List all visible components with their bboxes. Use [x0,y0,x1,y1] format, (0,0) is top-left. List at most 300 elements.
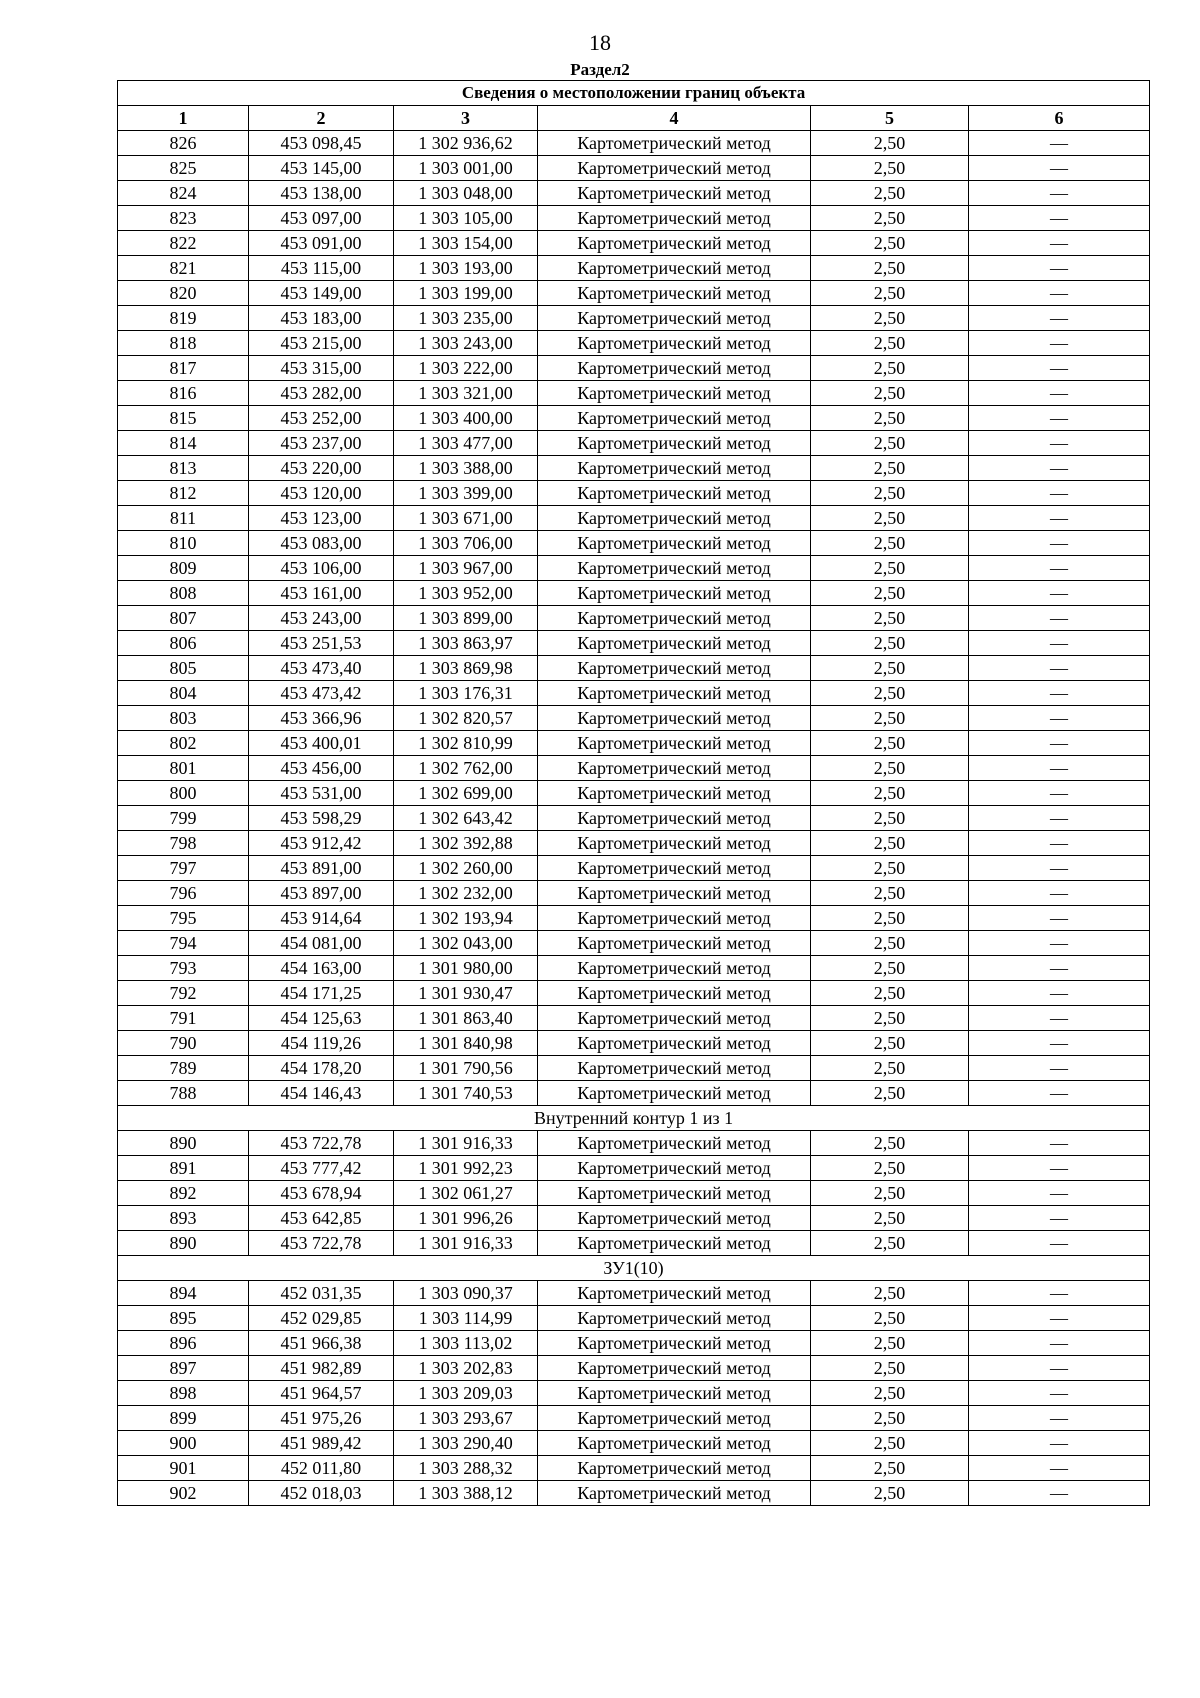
section-title: Раздел2 [570,60,630,79]
table-cell: — [969,406,1150,431]
table-cell: 453 161,00 [249,581,394,606]
table-cell: 451 966,38 [249,1331,394,1356]
table-row [118,1456,1150,1481]
table-row [118,456,1150,481]
table-cell: 820 [118,281,249,306]
table-cell: — [969,1356,1150,1381]
table-cell: 453 315,00 [249,356,394,381]
table-row [118,856,1150,881]
table-cell: Картометрический метод [538,831,811,856]
caption-row [118,81,1150,106]
table-cell: 453 138,00 [249,181,394,206]
table-cell: Картометрический метод [538,406,811,431]
table-cell: Картометрический метод [538,656,811,681]
table-cell: 1 303 176,31 [394,681,538,706]
table-cell: 1 301 740,53 [394,1081,538,1106]
table-cell: 453 531,00 [249,781,394,806]
table-cell: 1 301 840,98 [394,1031,538,1056]
table-cell: Картометрический метод [538,331,811,356]
table-cell: 1 303 706,00 [394,531,538,556]
table-cell: 808 [118,581,249,606]
table-cell: 1 302 699,00 [394,781,538,806]
table-cell: 453 473,40 [249,656,394,681]
table-cell: — [969,831,1150,856]
table-cell: 453 897,00 [249,881,394,906]
table-row [118,181,1150,206]
section-label-row [118,1256,1150,1281]
table-cell: 453 215,00 [249,331,394,356]
table-cell: 453 598,29 [249,806,394,831]
table-cell: — [969,1381,1150,1406]
table-cell: 1 301 980,00 [394,956,538,981]
table-cell: — [969,781,1150,806]
table-cell: 790 [118,1031,249,1056]
table-row [118,1481,1150,1506]
table-cell: — [969,581,1150,606]
table-cell: 2,50 [811,681,969,706]
table-cell: 1 303 863,97 [394,631,538,656]
table-cell: 2,50 [811,156,969,181]
table-cell: 2,50 [811,1356,969,1381]
table-cell: 453 091,00 [249,231,394,256]
table-cell: 815 [118,406,249,431]
table-cell: 453 120,00 [249,481,394,506]
table-cell: Картометрический метод [538,1456,811,1481]
table-cell: 451 975,26 [249,1406,394,1431]
table-cell: 1 303 235,00 [394,306,538,331]
table-row [118,706,1150,731]
table-cell: 2,50 [811,906,969,931]
table-cell: 452 011,80 [249,1456,394,1481]
table-cell: Картометрический метод [538,581,811,606]
table-row [118,806,1150,831]
table-cell: Картометрический метод [538,881,811,906]
table-cell: 453 083,00 [249,531,394,556]
table-cell: 789 [118,1056,249,1081]
table-cell: 2,50 [811,356,969,381]
table-cell: 2,50 [811,981,969,1006]
table-cell: 814 [118,431,249,456]
table-cell: — [969,756,1150,781]
table-row [118,1431,1150,1456]
table-cell: 2,50 [811,381,969,406]
table-cell: Картометрический метод [538,1181,811,1206]
table-cell: 807 [118,606,249,631]
section-label: ЗУ1(10) [118,1256,1150,1281]
table-cell: Картометрический метод [538,431,811,456]
table-cell: 795 [118,906,249,931]
table-cell: — [969,356,1150,381]
table-cell: 2,50 [811,856,969,881]
table-row [118,1381,1150,1406]
table-cell: 454 171,25 [249,981,394,1006]
table-cell: Картометрический метод [538,806,811,831]
table-cell: — [969,331,1150,356]
table-cell: 453 097,00 [249,206,394,231]
table-cell: 1 303 290,40 [394,1431,538,1456]
table-cell: Картометрический метод [538,606,811,631]
table-cell: — [969,981,1150,1006]
table-cell: — [969,856,1150,881]
table-cell: 1 303 222,00 [394,356,538,381]
table-cell: 2,50 [811,1131,969,1156]
table-cell: 1 302 061,27 [394,1181,538,1206]
table-cell: Картометрический метод [538,181,811,206]
page-number: 18 [589,30,611,55]
table-cell: 2,50 [811,256,969,281]
table-cell: 788 [118,1081,249,1106]
table-cell: 804 [118,681,249,706]
table-cell: 1 302 260,00 [394,856,538,881]
column-header: 2 [249,106,394,131]
table-cell: Картометрический метод [538,1056,811,1081]
table-cell: 453 183,00 [249,306,394,331]
table-cell: 2,50 [811,456,969,481]
table-cell: 1 303 090,37 [394,1281,538,1306]
table-cell: 1 302 936,62 [394,131,538,156]
table-cell: 2,50 [811,631,969,656]
table-cell: Картометрический метод [538,931,811,956]
table-row [118,156,1150,181]
table-cell: 821 [118,256,249,281]
table-cell: 817 [118,356,249,381]
section-label-row [118,1106,1150,1131]
table-cell: 813 [118,456,249,481]
table-row [118,681,1150,706]
table-row [118,1206,1150,1231]
table-cell: 451 989,42 [249,1431,394,1456]
table-cell: — [969,181,1150,206]
table-cell: 792 [118,981,249,1006]
table-cell: 2,50 [811,881,969,906]
table-cell: 791 [118,1006,249,1031]
table-cell: 1 301 790,56 [394,1056,538,1081]
table-cell: 890 [118,1131,249,1156]
table-cell: — [969,806,1150,831]
table-cell: 794 [118,931,249,956]
table-cell: 1 303 202,83 [394,1356,538,1381]
table-cell: 1 303 967,00 [394,556,538,581]
table-cell: 810 [118,531,249,556]
table-cell: 894 [118,1281,249,1306]
table-cell: 454 081,00 [249,931,394,956]
table-cell: 1 303 671,00 [394,506,538,531]
table-cell: Картометрический метод [538,481,811,506]
table-cell: 453 106,00 [249,556,394,581]
table-row [118,331,1150,356]
table-cell: — [969,381,1150,406]
table-cell: 1 303 388,00 [394,456,538,481]
table-cell: 2,50 [811,131,969,156]
table-row [118,881,1150,906]
table-cell: 809 [118,556,249,581]
table-cell: 901 [118,1456,249,1481]
table-cell: — [969,1456,1150,1481]
table-cell: Картометрический метод [538,1131,811,1156]
table-cell: 453 220,00 [249,456,394,481]
table-cell: 1 301 930,47 [394,981,538,1006]
table-cell: 805 [118,656,249,681]
table-cell: 453 251,53 [249,631,394,656]
table-cell: 1 303 399,00 [394,481,538,506]
table-row [118,406,1150,431]
table-cell: 453 473,42 [249,681,394,706]
table-row [118,781,1150,806]
table-cell: 2,50 [811,756,969,781]
table-cell: 2,50 [811,231,969,256]
table-cell: Картометрический метод [538,1031,811,1056]
table-cell: 1 303 477,00 [394,431,538,456]
table-cell: 890 [118,1231,249,1256]
table-row [118,231,1150,256]
table-cell: — [969,956,1150,981]
table-cell: — [969,281,1150,306]
table-cell: 2,50 [811,1481,969,1506]
table-cell: 1 303 114,99 [394,1306,538,1331]
table-cell: 453 722,78 [249,1131,394,1156]
table-cell: 1 302 043,00 [394,931,538,956]
table-cell: Картометрический метод [538,1081,811,1106]
table-head [118,81,1150,131]
table-cell: — [969,1131,1150,1156]
table-row [118,506,1150,531]
table-cell: — [969,1056,1150,1081]
table-cell: 2,50 [811,481,969,506]
table-cell: 823 [118,206,249,231]
table-row [118,206,1150,231]
table-cell: 451 964,57 [249,1381,394,1406]
table-cell: 825 [118,156,249,181]
table-row [118,1406,1150,1431]
table-cell: Картометрический метод [538,556,811,581]
table-cell: — [969,206,1150,231]
table-row [118,931,1150,956]
table-cell: — [969,631,1150,656]
table-cell: Картометрический метод [538,206,811,231]
table-cell: 453 098,45 [249,131,394,156]
column-header: 1 [118,106,249,131]
table-cell: — [969,1156,1150,1181]
table-cell: — [969,506,1150,531]
table-cell: 1 303 288,32 [394,1456,538,1481]
table-cell: 2,50 [811,731,969,756]
table-cell: 902 [118,1481,249,1506]
table-cell: Картометрический метод [538,531,811,556]
table-cell: 453 237,00 [249,431,394,456]
table-row [118,1006,1150,1031]
table-cell: Картометрический метод [538,1156,811,1181]
table-cell: — [969,881,1150,906]
table-cell: 453 400,01 [249,731,394,756]
table-cell: 453 145,00 [249,156,394,181]
table-row [118,556,1150,581]
table-cell: 453 149,00 [249,281,394,306]
table-cell: 452 018,03 [249,1481,394,1506]
table-cell: 2,50 [811,181,969,206]
table-row [118,281,1150,306]
table-cell: 453 123,00 [249,506,394,531]
table-cell: 803 [118,706,249,731]
table-cell: — [969,1331,1150,1356]
table-cell: 2,50 [811,1381,969,1406]
table-cell: 1 302 392,88 [394,831,538,856]
table-row [118,756,1150,781]
table-cell: — [969,606,1150,631]
table-cell: 2,50 [811,956,969,981]
table-cell: 2,50 [811,531,969,556]
table-body [118,131,1150,1506]
table-row [118,1281,1150,1306]
table-cell: 2,50 [811,281,969,306]
table-cell: 1 303 001,00 [394,156,538,181]
table-cell: Картометрический метод [538,281,811,306]
table-cell: — [969,1006,1150,1031]
table-cell: 1 302 643,42 [394,806,538,831]
table-cell: 2,50 [811,606,969,631]
table-cell: 1 303 199,00 [394,281,538,306]
table-cell: 453 678,94 [249,1181,394,1206]
table-cell: 454 163,00 [249,956,394,981]
table-cell: 2,50 [811,1456,969,1481]
section-label: Внутренний контур 1 из 1 [118,1106,1150,1131]
table-cell: 453 366,96 [249,706,394,731]
table-cell: 891 [118,1156,249,1181]
table-row [118,431,1150,456]
table-cell: 1 301 916,33 [394,1131,538,1156]
table-cell: Картометрический метод [538,1206,811,1231]
table-cell: 1 303 193,00 [394,256,538,281]
table-cell: Картометрический метод [538,231,811,256]
table-cell: Картометрический метод [538,631,811,656]
table-cell: 2,50 [811,1331,969,1356]
table-cell: 796 [118,881,249,906]
header-row [118,106,1150,131]
table-cell: — [969,656,1150,681]
table-cell: 793 [118,956,249,981]
table-cell: 2,50 [811,331,969,356]
table-cell: 1 303 048,00 [394,181,538,206]
table-row [118,1231,1150,1256]
table-row [118,606,1150,631]
table-row [118,1031,1150,1056]
table-cell: Картометрический метод [538,856,811,881]
table-cell: 1 301 863,40 [394,1006,538,1031]
table-row [118,981,1150,1006]
table-cell: 1 302 820,57 [394,706,538,731]
table-cell: 800 [118,781,249,806]
table-cell: 452 029,85 [249,1306,394,1331]
table-cell: 797 [118,856,249,881]
table-cell: 1 303 869,98 [394,656,538,681]
table-cell: 452 031,35 [249,1281,394,1306]
table-cell: 453 282,00 [249,381,394,406]
table-cell: 2,50 [811,581,969,606]
table-cell: 895 [118,1306,249,1331]
table-cell: 2,50 [811,1181,969,1206]
table-cell: 824 [118,181,249,206]
table-cell: 801 [118,756,249,781]
column-header: 6 [969,106,1150,131]
table-cell: 896 [118,1331,249,1356]
table-cell: 1 303 293,67 [394,1406,538,1431]
table-cell: 1 302 810,99 [394,731,538,756]
table-cell: — [969,256,1150,281]
table-cell: — [969,731,1150,756]
table-cell: 2,50 [811,431,969,456]
table-cell: 2,50 [811,656,969,681]
table-cell: Картометрический метод [538,256,811,281]
table-cell: 453 722,78 [249,1231,394,1256]
table-cell: Картометрический метод [538,681,811,706]
table-cell: — [969,1081,1150,1106]
table-cell: — [969,306,1150,331]
table-cell: — [969,1206,1150,1231]
table-cell: 2,50 [811,1056,969,1081]
table-cell: 453 891,00 [249,856,394,881]
table-cell: Картометрический метод [538,1356,811,1381]
table-cell: 2,50 [811,1031,969,1056]
table-cell: Картометрический метод [538,1381,811,1406]
table-cell: 2,50 [811,806,969,831]
table-cell: 899 [118,1406,249,1431]
table-cell: — [969,231,1150,256]
table-cell: 893 [118,1206,249,1231]
table-cell: Картометрический метод [538,906,811,931]
table-cell: 454 146,43 [249,1081,394,1106]
table-cell: — [969,1031,1150,1056]
table-row [118,531,1150,556]
table-cell: 2,50 [811,1306,969,1331]
table-cell: 1 303 321,00 [394,381,538,406]
table-cell: 2,50 [811,1206,969,1231]
table-cell: — [969,531,1150,556]
table-cell: 2,50 [811,1156,969,1181]
table-cell: 811 [118,506,249,531]
table-cell: 822 [118,231,249,256]
table-row [118,581,1150,606]
table-cell: — [969,481,1150,506]
table-cell: 1 301 916,33 [394,1231,538,1256]
table-cell: 2,50 [811,306,969,331]
table-cell: 819 [118,306,249,331]
table-caption: Сведения о местоположении границ объекта [118,81,1150,106]
table-cell: 897 [118,1356,249,1381]
table-cell: 2,50 [811,206,969,231]
table-cell: 2,50 [811,556,969,581]
table-cell: — [969,131,1150,156]
table-row [118,356,1150,381]
table-row [118,381,1150,406]
table-cell: Картометрический метод [538,1431,811,1456]
table-cell: 454 119,26 [249,1031,394,1056]
table-cell: 2,50 [811,931,969,956]
table-row [118,631,1150,656]
table-cell: Картометрический метод [538,356,811,381]
table-cell: 1 301 996,26 [394,1206,538,1231]
table-row [118,831,1150,856]
table-cell: — [969,1481,1150,1506]
table-cell: Картометрический метод [538,956,811,981]
table-row [118,956,1150,981]
table-cell: 2,50 [811,1431,969,1456]
table-cell: 826 [118,131,249,156]
table-cell: — [969,1281,1150,1306]
table-cell: Картометрический метод [538,1231,811,1256]
table-cell: 898 [118,1381,249,1406]
table-cell: — [969,706,1150,731]
table-cell: 892 [118,1181,249,1206]
table-cell: 1 303 243,00 [394,331,538,356]
